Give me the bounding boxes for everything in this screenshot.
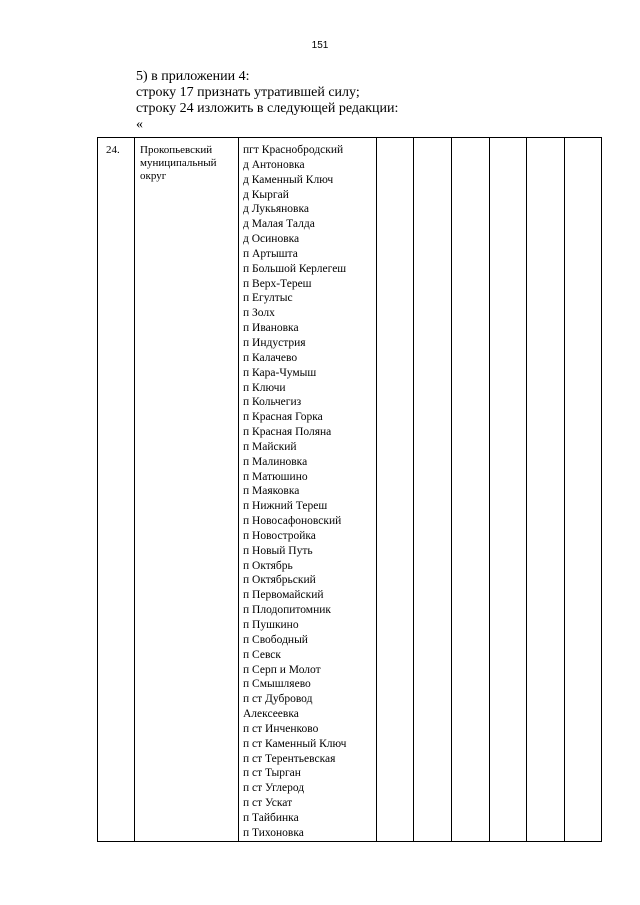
settlement-item: п Артышта (243, 247, 298, 260)
empty-cell (527, 138, 565, 842)
settlement-item: п Красная Горка (243, 411, 323, 424)
settlement-item: пгт Краснобродский (243, 144, 344, 156)
amendment-line-new-wording: строку 24 изложить в следующей редакции: (136, 101, 399, 116)
empty-cell (414, 138, 452, 842)
settlement-item: д Антоновка (243, 158, 305, 171)
settlement-item: п Ивановка (243, 322, 299, 335)
amendment-text (136, 69, 398, 133)
district-cell (135, 138, 239, 842)
settlement-item: п Плодопитомник (243, 604, 331, 617)
settlement-item: п Красная Поляна (243, 426, 332, 439)
settlement-item: д Лукьяновка (243, 203, 309, 216)
settlement-item: п Большой Керлегеш (243, 262, 347, 275)
settlement-item: п Севск (243, 648, 281, 661)
settlement-item: д Осиновка (243, 233, 300, 246)
settlements-cell (239, 138, 377, 842)
settlement-item: п ст Каменный Ключ (243, 737, 347, 750)
empty-cell (490, 138, 527, 842)
settlement-item: п Пушкино (243, 619, 299, 631)
settlement-item: п Нижний Тереш (243, 500, 328, 513)
settlement-item: п Ключи (243, 381, 286, 394)
amendment-line-repeal: строку 17 признать утратившей силу; (136, 85, 360, 100)
row-number: 24. (106, 144, 120, 156)
settlement-item: п Кольчегиз (243, 396, 302, 409)
settlement-item: п Тайбинка (243, 811, 299, 824)
settlement-item: Алексеевка (243, 708, 299, 721)
amendment-line-appendix: 5) в приложении 4: (136, 69, 250, 84)
settlement-item: п Октябрьский (243, 574, 316, 587)
settlement-item: п Серп и Молот (243, 663, 321, 676)
settlement-item: п ст Тырган (243, 767, 301, 780)
settlement-item: п Октябрь (243, 559, 293, 572)
settlement-item: п ст Ускат (243, 797, 293, 810)
settlement-item: п Индустрия (243, 336, 306, 349)
settlement-list (243, 143, 376, 841)
settlement-item: п Тихоновка (243, 826, 304, 839)
settlement-item: п ст Терентьевская (243, 752, 336, 765)
settlement-item: п Кара-Чумыш (243, 366, 317, 379)
settlement-item: п Первомайский (243, 589, 324, 602)
settlement-item: п Маяковка (243, 485, 300, 498)
settlements-table (97, 137, 602, 842)
settlement-item: п ст Углерод (243, 782, 305, 795)
table-row (98, 138, 602, 842)
settlement-item: п Верх-Тереш (243, 277, 312, 290)
row-number-cell (98, 138, 135, 842)
settlement-item: п Золх (243, 307, 275, 320)
settlement-item: д Кыргай (243, 188, 289, 201)
settlement-item: п Егултыс (243, 292, 293, 305)
empty-cell (377, 138, 414, 842)
empty-cell (452, 138, 490, 842)
settlement-item: п Майский (243, 440, 297, 453)
settlement-item: п Матюшино (243, 470, 308, 483)
settlement-item: д Каменный Ключ (243, 173, 334, 186)
settlement-item: п ст Дубровод (243, 693, 313, 706)
settlement-item: п Новосафоновский (243, 515, 342, 528)
settlement-item: п Калачево (243, 351, 298, 364)
settlement-item: п Смышляево (243, 678, 311, 691)
opening-quote: « (136, 117, 143, 132)
settlement-item: п Свободный (243, 633, 308, 646)
page-number: 151 (311, 40, 329, 51)
district-name: Прокопьевский муниципальный округ (140, 144, 217, 182)
settlement-item: п Новостройка (243, 529, 316, 542)
settlement-item: п ст Инченково (243, 722, 319, 735)
settlement-item: п Малиновка (243, 455, 308, 468)
empty-cell (565, 138, 602, 842)
settlement-item: п Новый Путь (243, 544, 313, 557)
settlement-item: д Малая Талда (243, 218, 315, 231)
